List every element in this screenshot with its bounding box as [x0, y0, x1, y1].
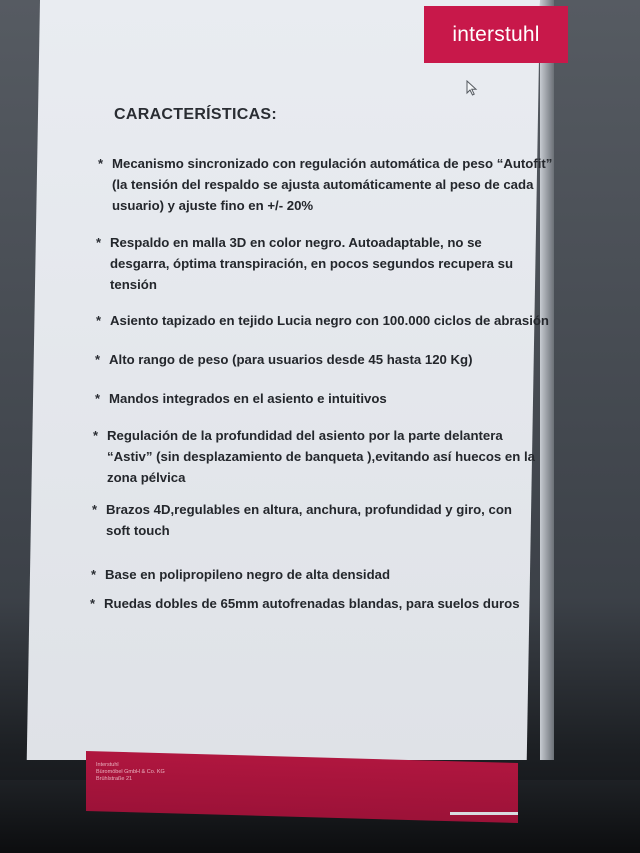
feature-line: Respaldo en malla 3D en color negro. Autoadaptable, no se [110, 235, 482, 250]
feature-text [109, 388, 387, 409]
bullet-asterisk: * [95, 391, 101, 406]
feature-line: (la tensión del respaldo se ajusta automáticamente al peso de cada [112, 177, 534, 192]
feature-item [90, 593, 520, 614]
feature-item [91, 564, 390, 585]
footer-line: Büromöbel GmbH & Co. KG [96, 769, 165, 775]
feature-text [107, 425, 535, 488]
feature-item [98, 153, 552, 216]
bullet-asterisk: * [91, 567, 97, 582]
footer-divider [450, 812, 518, 815]
feature-line: zona pélvica [107, 470, 186, 485]
feature-item [92, 499, 512, 541]
bullet-asterisk: * [93, 428, 99, 443]
feature-text [110, 232, 513, 295]
feature-text [112, 153, 552, 216]
feature-line: Ruedas dobles de 65mm autofrenadas blandas, para suelos duros [104, 596, 520, 611]
feature-item [96, 310, 549, 331]
bullet-asterisk: * [98, 156, 104, 171]
feature-line: desgarra, óptima transpiración, en pocos segundos recupera su [110, 256, 514, 271]
bullet-asterisk: * [95, 352, 101, 367]
feature-item [96, 232, 513, 295]
feature-item [95, 388, 387, 409]
footer-line: Interstuhl [96, 762, 119, 768]
feature-line: usuario) y ajuste fino en +/- 20% [112, 198, 314, 213]
feature-line: “Astiv” (sin desplazamiento de banqueta ),evitando así huecos en la [107, 449, 535, 464]
bullet-asterisk: * [96, 235, 102, 250]
footer-address [96, 762, 256, 783]
feature-text [104, 593, 520, 614]
feature-item [95, 349, 473, 370]
page-title: CARACTERÍSTICAS: [114, 106, 278, 123]
feature-text [109, 349, 473, 370]
feature-item [93, 425, 535, 488]
feature-text [106, 499, 512, 541]
feature-text [110, 310, 549, 331]
logo-text: interstuhl [452, 22, 540, 46]
feature-line: soft touch [106, 523, 170, 538]
bullet-asterisk: * [92, 502, 98, 517]
feature-line: Base en polipropileno negro de alta densidad [105, 567, 391, 582]
feature-text [105, 564, 390, 585]
feature-line: tensión [110, 277, 157, 292]
bullet-asterisk: * [96, 313, 102, 328]
footer-line: Brühlstraße 21 [96, 776, 133, 782]
feature-line: Regulación de la profundidad del asiento por la parte delantera [107, 428, 503, 443]
feature-line: Mecanismo sincronizado con regulación automática de peso “Autofit” [112, 156, 553, 171]
feature-line: Brazos 4D,regulables en altura, anchura, profundidad y giro, con [106, 502, 512, 517]
feature-line: Mandos integrados en el asiento e intuitivos [109, 391, 387, 406]
feature-line: Asiento tapizado en tejido Lucia negro con 100.000 ciclos de abrasión [110, 313, 549, 328]
feature-line: Alto rango de peso (para usuarios desde 45 hasta 120 Kg) [109, 352, 473, 367]
bullet-asterisk: * [90, 596, 96, 611]
